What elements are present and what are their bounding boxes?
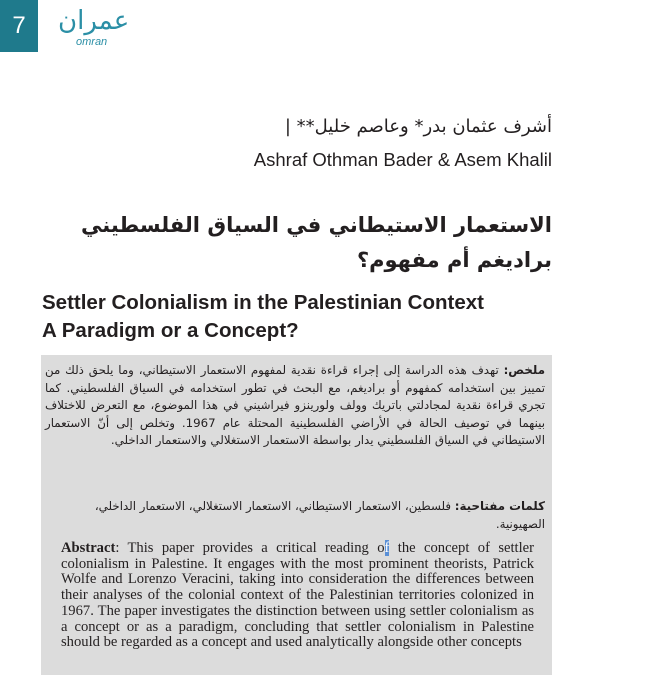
title-arabic-line2: براديغم أم مفهوم؟ <box>356 248 552 272</box>
abstract-box <box>41 355 552 675</box>
title-english-line1: Settler Colonialism in the Palestinian Context <box>42 291 484 314</box>
abstract-arabic <box>45 362 545 450</box>
keywords-arabic-text: فلسطين، الاستعمار الاستيطاني، الاستعمار الاستغلالي، الاستعمار الداخلي، الصهيونية. <box>94 499 545 531</box>
abstract-english-label: Abstract <box>61 540 116 556</box>
abstract-arabic-label: ملخص: <box>503 363 546 377</box>
title-english-line2: A Paradigm or a Concept? <box>42 319 299 342</box>
abstract-english-text-end: the concept of settler colonialism in Palestine. It engages with the most prominent theorists, Patrick Wolfe and Lorenzo Veracini, taking into consideration the differences between their analyses of the colonial context of the Palestinian territories colonized in 1967. The paper investigates the distinction between using settler colonialism as a concept or as a paradigm, concluding that settler colonialism in Palestine should be regarded as a concept and used analytically alongside other concepts <box>61 540 534 651</box>
title-english <box>42 289 562 345</box>
logo-arabic: عمران <box>58 6 130 36</box>
logo-latin: omran <box>76 36 108 48</box>
omran-logo <box>52 6 142 52</box>
page-number: 7 <box>12 12 26 39</box>
abstract-arabic-text: تهدف هذه الدراسة إلى إجراء قراءة نقدية لمفهوم الاستعمار الاستيطاني، وما يلحق ذلك من تمييز بين استخدامه كمفهوم أو براديغم، مع البحث في تطور استخدامه في السياق الفلسطيني. كما تجري قراءة نقدية لمجادلتي باتريك وولف ولورينزو فيراشيني في هذا الموضوع، مع التعرض للاختلاف بينهما في توصيف الحالة في الأراضي الفلسطينية المحتلة عام 1967. وتخلص إلى أنّ الاستعمار الاستيطاني في السياق الفلسطيني يدار بواسطة الاستعمار الاستغلالي والاستعمار الداخلي. <box>45 363 545 448</box>
page-number-badge <box>0 0 38 52</box>
abstract-english-text-start: : This paper provides a critical reading o <box>115 540 385 556</box>
authors-arabic: أشرف عثمان بدر* وعاصم خليل** | <box>284 116 552 137</box>
abstract-english <box>61 541 534 651</box>
authors-english: Ashraf Othman Bader & Asem Khalil <box>253 149 552 170</box>
keywords-arabic-label: كلمات مفتاحية: <box>454 499 545 513</box>
title-arabic-line1: الاستعمار الاستيطاني في السياق الفلسطيني <box>81 213 552 237</box>
title-arabic <box>12 208 552 278</box>
keywords-arabic <box>45 498 545 533</box>
text-selection-highlight[interactable]: f <box>384 540 390 556</box>
